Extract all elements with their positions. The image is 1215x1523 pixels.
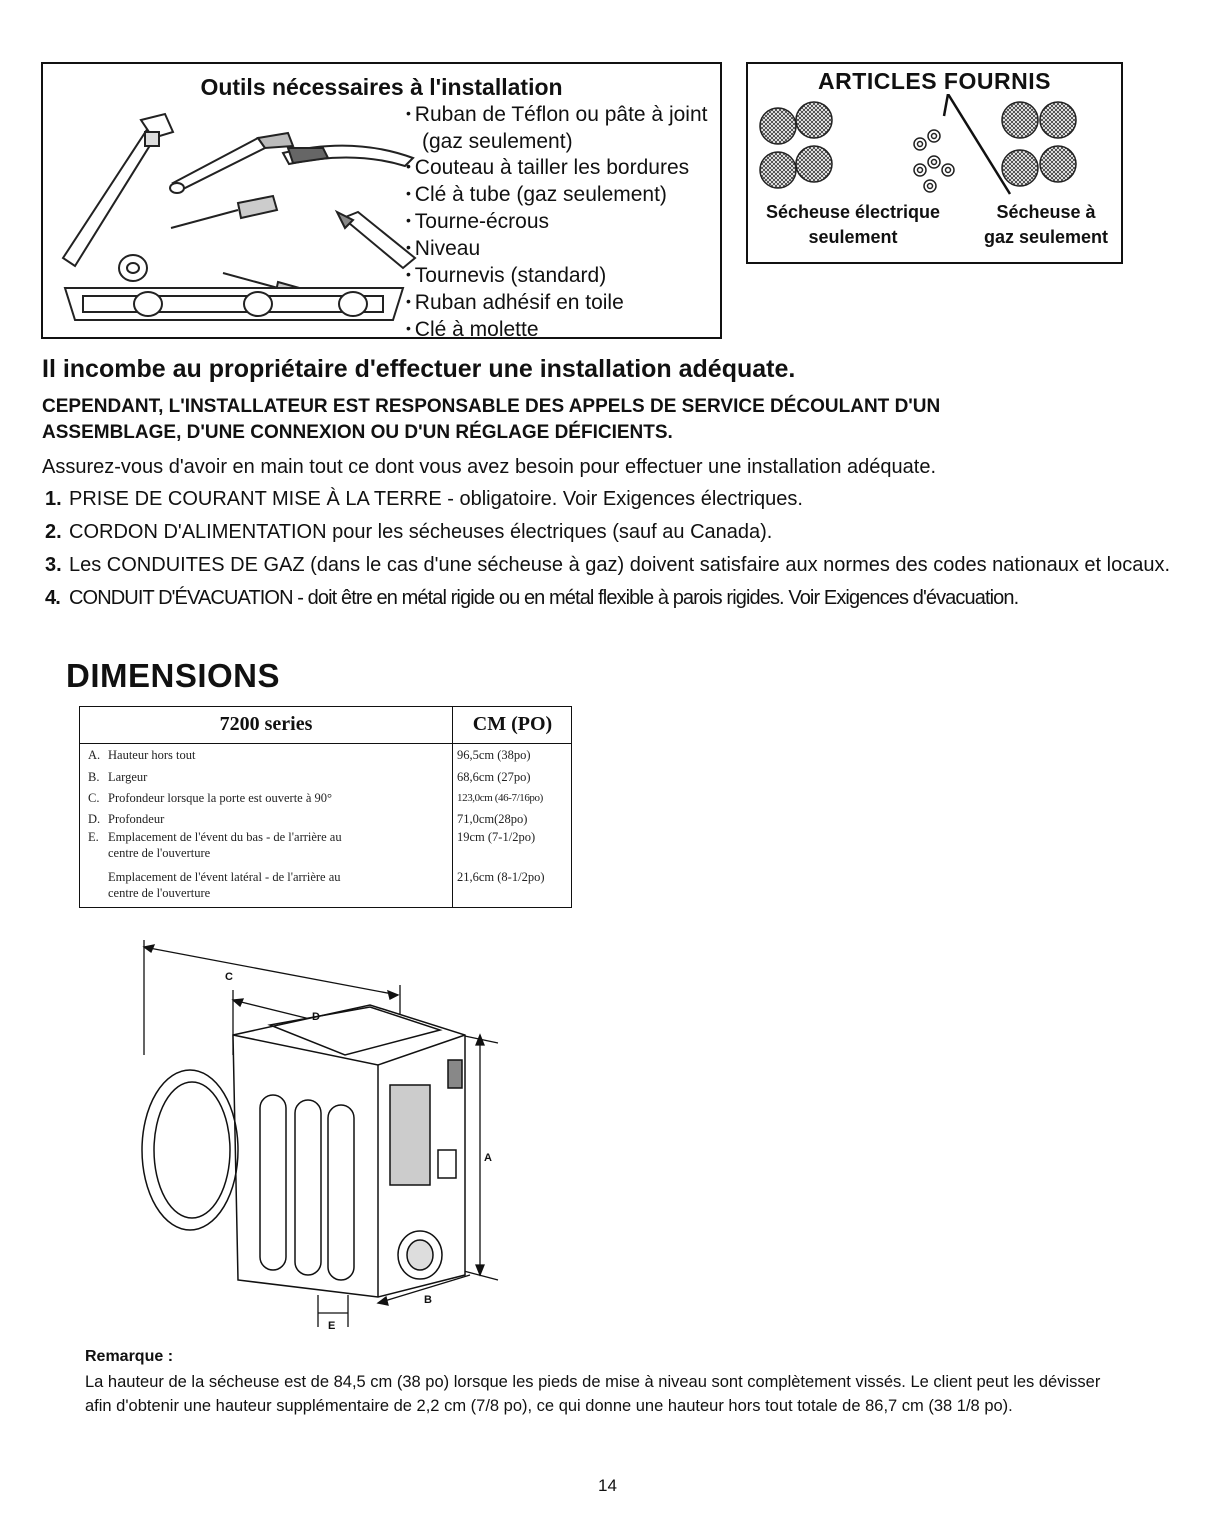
tools-list-item: • Couteau à tailler les bordures bbox=[406, 155, 726, 182]
row-text: Profondeur bbox=[108, 812, 165, 826]
electric-caption-line2: seulement bbox=[808, 227, 898, 247]
requirement-text: PRISE DE COURANT MISE À LA TERRE - obligatoire. Voir Exigences électriques. bbox=[69, 488, 803, 510]
column-divider bbox=[452, 743, 453, 907]
tools-list bbox=[406, 102, 726, 344]
label-b: B bbox=[424, 1294, 432, 1306]
label-a: A bbox=[484, 1152, 492, 1164]
requirement-item bbox=[42, 552, 1172, 579]
row-text: Hauteur hors tout bbox=[108, 748, 196, 762]
row-key: A. bbox=[88, 748, 101, 762]
dryer-body bbox=[233, 1005, 465, 1297]
requirement-text: CORDON D'ALIMENTATION pour les sécheuses électriques (sauf au Canada). bbox=[69, 521, 773, 543]
table-row-label bbox=[88, 790, 448, 806]
tools-box bbox=[41, 62, 722, 339]
pipe-wrench-icon bbox=[63, 114, 173, 266]
level-icon bbox=[65, 288, 403, 320]
tools-list-item: • Ruban de Téflon ou pâte à joint (gaz seulement) bbox=[406, 102, 726, 155]
row-text-continued: centre de l'ouverture bbox=[108, 886, 211, 900]
table-row-value: 96,5cm (38po) bbox=[457, 748, 531, 762]
row-text: Profondeur lorsque la porte est ouverte à 90° bbox=[108, 791, 333, 805]
row-key: D. bbox=[88, 812, 101, 826]
door-icon bbox=[142, 1070, 238, 1230]
gas-caption-line1: Sécheuse à bbox=[996, 202, 1096, 222]
channel-pliers-icon bbox=[283, 146, 413, 166]
utility-knife-icon bbox=[337, 212, 415, 268]
table-header-series: 7200 series bbox=[80, 707, 452, 744]
label-e: E bbox=[328, 1320, 336, 1330]
label-c: C bbox=[225, 971, 233, 983]
warning-line: CEPENDANT, L'INSTALLATEUR EST RESPONSABLE DES APPELS DE SERVICE DÉCOULANT D'UN bbox=[42, 396, 941, 417]
articles-box bbox=[746, 62, 1123, 264]
pointer-line-icon bbox=[944, 94, 1010, 194]
electric-dryer-caption bbox=[748, 200, 958, 250]
tools-list-item: • Tournevis (standard) bbox=[406, 263, 726, 290]
gas-dryer-caption bbox=[970, 200, 1122, 250]
table-row-label bbox=[88, 747, 448, 763]
table-row-label bbox=[88, 811, 448, 827]
table-row-value: 123,0cm (46-7/16po) bbox=[457, 792, 543, 804]
warning-line: ASSEMBLAGE, D'UNE CONNEXION OU D'UN RÉGLAGE DÉFICIENTS. bbox=[42, 422, 673, 443]
row-text-continued: centre de l'ouverture bbox=[108, 846, 211, 860]
tools-list-item: • Ruban adhésif en toile bbox=[406, 290, 726, 317]
row-key: B. bbox=[88, 770, 100, 784]
requirements-list bbox=[42, 486, 1172, 618]
row-key: C. bbox=[88, 791, 100, 805]
main-heading: Il incombe au propriétaire d'effectuer une installation adéquate. bbox=[42, 355, 796, 383]
requirement-item bbox=[42, 519, 1172, 546]
table-row-value: 21,6cm (8-1/2po) bbox=[457, 870, 545, 884]
label-d: D bbox=[312, 1011, 320, 1023]
installer-warning bbox=[42, 394, 1172, 446]
page-number: 14 bbox=[598, 1476, 617, 1495]
pliers-icon bbox=[170, 133, 293, 193]
supplied-parts-illustration bbox=[748, 94, 1121, 206]
dryer-dimension-diagram bbox=[120, 935, 520, 1330]
gas-caption-line2: gaz seulement bbox=[983, 227, 1109, 247]
dimensions-title: DIMENSIONS bbox=[66, 657, 281, 694]
table-header-units: CM (PO) bbox=[452, 707, 572, 744]
requirement-text: CONDUIT D'ÉVACUATION - doit être en métal rigide ou en métal flexible à parois rigides. Voir Exigences d'évacuation. bbox=[69, 587, 1019, 609]
tools-list-item: • Clé à tube (gaz seulement) bbox=[406, 182, 726, 209]
requirement-item bbox=[42, 585, 1172, 612]
tools-illustration bbox=[53, 108, 443, 330]
remark-label: Remarque : bbox=[85, 1348, 174, 1365]
row-text: Largeur bbox=[108, 770, 148, 784]
electric-caption-line1: Sécheuse électrique bbox=[765, 202, 941, 222]
tools-list-item: • Niveau bbox=[406, 236, 726, 263]
tape-roll-icon bbox=[119, 255, 147, 281]
table-row-value: 68,6cm (27po) bbox=[457, 770, 531, 784]
table-row-value: 71,0cm(28po) bbox=[457, 812, 528, 826]
articles-title: ARTICLES FOURNIS bbox=[818, 68, 1051, 94]
table-row-value: 19cm (7-1/2po) bbox=[457, 830, 536, 844]
requirement-item bbox=[42, 486, 1172, 513]
requirement-number: 3. bbox=[45, 554, 62, 576]
requirement-text: Les CONDUITES DE GAZ (dans le cas d'une sécheuse à gaz) doivent satisfaire aux normes des codes nationaux et locaux. bbox=[69, 554, 1171, 576]
tools-list-item: • Tourne-écrous bbox=[406, 209, 726, 236]
tools-list-item: • Clé à molette bbox=[406, 317, 726, 344]
table-row-label bbox=[88, 769, 448, 785]
requirement-number: 4. bbox=[45, 587, 60, 609]
table-row-label bbox=[88, 829, 448, 861]
requirement-number: 1. bbox=[45, 488, 62, 510]
washer-icon bbox=[914, 130, 954, 192]
row-key: E. bbox=[88, 830, 99, 844]
remark-text: La hauteur de la sécheuse est de 84,5 cm (38 po) lorsque les pieds de mise à niveau sont complètement vissés. Le client peut les dévisser afin d'obtenir une hauteur supplémentaire de 2,2 cm (7/8 po), ce qui donne une hauteur hors tout totale de 86,7 cm (38 1/8 po). bbox=[85, 1373, 1101, 1415]
intro-text: Assurez-vous d'avoir en main tout ce dont vous avez besoin pour effectuer une installation adéquate. bbox=[42, 456, 937, 478]
row-text: Emplacement de l'évent latéral - de l'arrière au bbox=[108, 870, 341, 884]
table-row-label bbox=[88, 869, 448, 901]
row-text: Emplacement de l'évent du bas - de l'arrière au bbox=[108, 830, 342, 844]
requirement-number: 2. bbox=[45, 521, 62, 543]
tools-title: Outils nécessaires à l'installation bbox=[200, 74, 563, 100]
dimensions-table bbox=[79, 706, 572, 908]
